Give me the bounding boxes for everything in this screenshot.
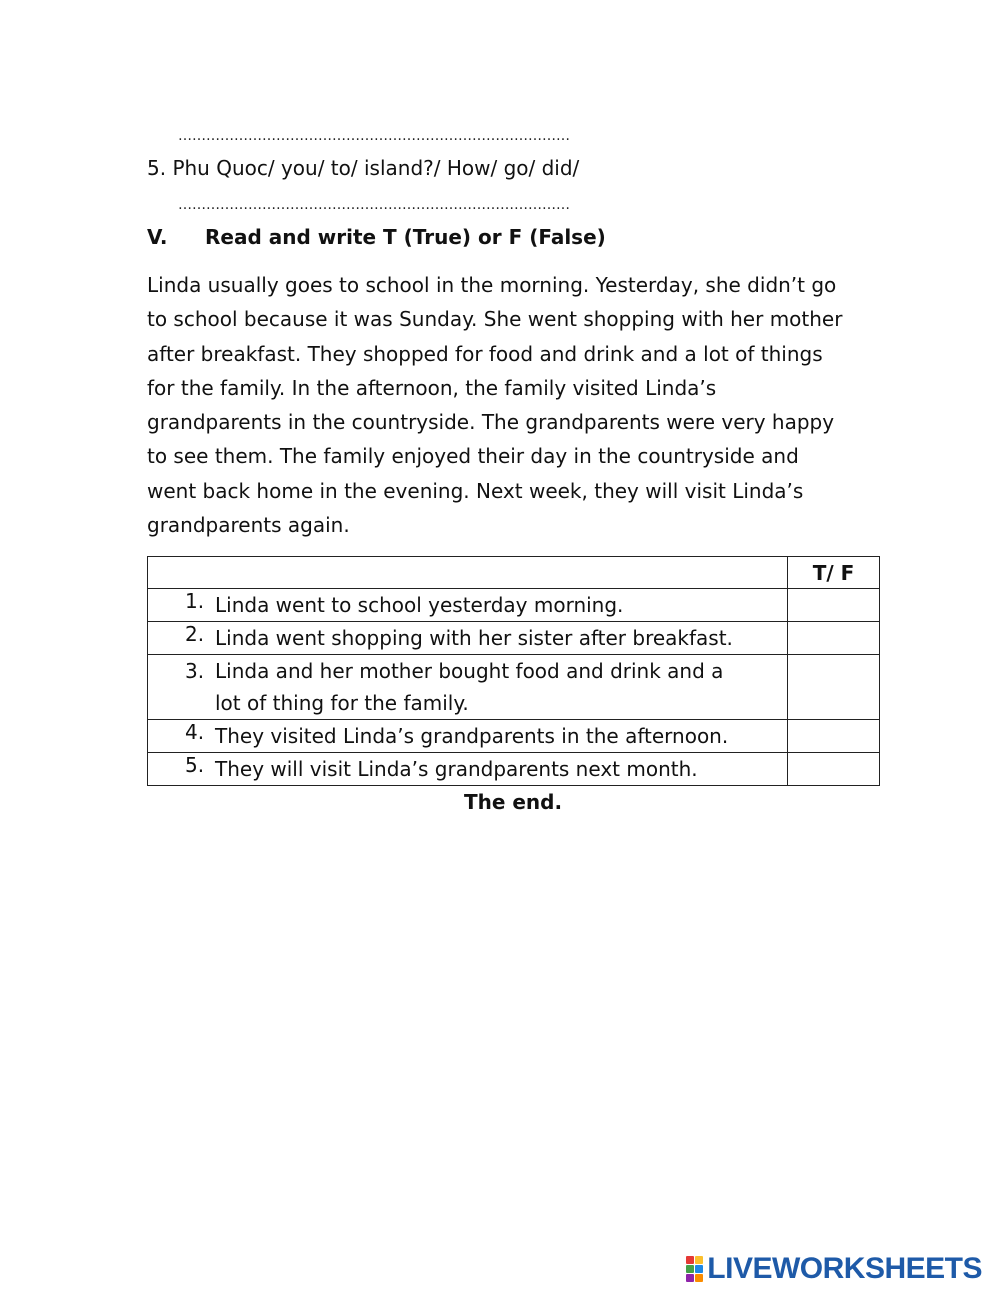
passage-line: Linda usually goes to school in the morning. Yesterday, she didn’t go [147,273,837,297]
section-title: Read and write T (True) or F (False) [205,225,606,249]
logo-block [695,1256,703,1264]
answer-cell-1[interactable] [788,589,880,622]
statement-number: 1. [185,589,205,613]
passage-line: to see them. The family enjoyed their day in the countryside and [147,444,799,469]
section-heading [147,225,606,249]
answer-cell-3[interactable] [788,655,880,720]
passage-line: grandparents again. [147,513,350,538]
statement-number: 5. [185,753,205,777]
statement-text [215,655,723,719]
logo-block [686,1265,694,1273]
answer-cell-5[interactable] [788,753,880,786]
end-text: The end. [463,790,563,814]
answer-cell-2[interactable] [788,622,880,655]
logo-block [686,1274,694,1282]
statement-line: Linda and her mother bought food and drink and a [215,659,724,683]
statement-cell [148,753,788,786]
section-numeral: V. [147,225,168,249]
logo-block [695,1274,703,1282]
reading-passage [147,268,892,542]
answer-cell-4[interactable] [788,720,880,753]
statement-cell [148,589,788,622]
passage-line: grandparents in the countryside. The grandparents were very happy [147,410,835,435]
logo-block [686,1256,694,1264]
logo-text: LIVEWORKSHEETS [707,1252,982,1285]
statement-text: Linda went shopping with her sister after breakfast. [215,626,733,650]
logo-mark-icon [686,1256,703,1282]
statement-number: 3. [185,659,205,683]
header-blank-cell [148,557,788,589]
table-header-row [148,557,880,589]
statement-number: 4. [185,720,205,744]
statement-text: They visited Linda’s grandparents in the afternoon. [215,724,729,748]
statement-text: Linda went to school yesterday morning. [215,593,624,617]
table-row [148,753,880,786]
statement-cell [148,655,788,720]
passage-line: went back home in the evening. Next week, they will visit Linda’s [147,478,804,503]
liveworksheets-logo [686,1252,982,1286]
statement-text: They will visit Linda’s grandparents next month. [215,757,698,781]
table-row [148,589,880,622]
passage-line: to school because it was Sunday. She went shopping with her mother [147,307,843,332]
passage-line: after breakfast. They shopped for food and drink and a lot of things [147,341,823,366]
statement-cell [148,622,788,655]
statement-number: 2. [185,622,205,646]
tf-header: T/ F [788,557,880,589]
true-false-table [147,556,880,786]
statement-cell [148,720,788,753]
table-row [148,655,880,720]
answer-line-4[interactable]: ………………………………………………………………………… [178,128,570,144]
table-row [148,622,880,655]
question-5-text: 5. Phu Quoc/ you/ to/ island?/ How/ go/ did/ [147,156,580,180]
table-row [148,720,880,753]
statement-line: lot of thing for the family. [215,691,469,715]
answer-line-5[interactable]: ………………………………………………………………………… [178,197,570,213]
passage-line: for the family. In the afternoon, the family visited Linda’s [147,375,717,400]
logo-block [695,1265,703,1273]
